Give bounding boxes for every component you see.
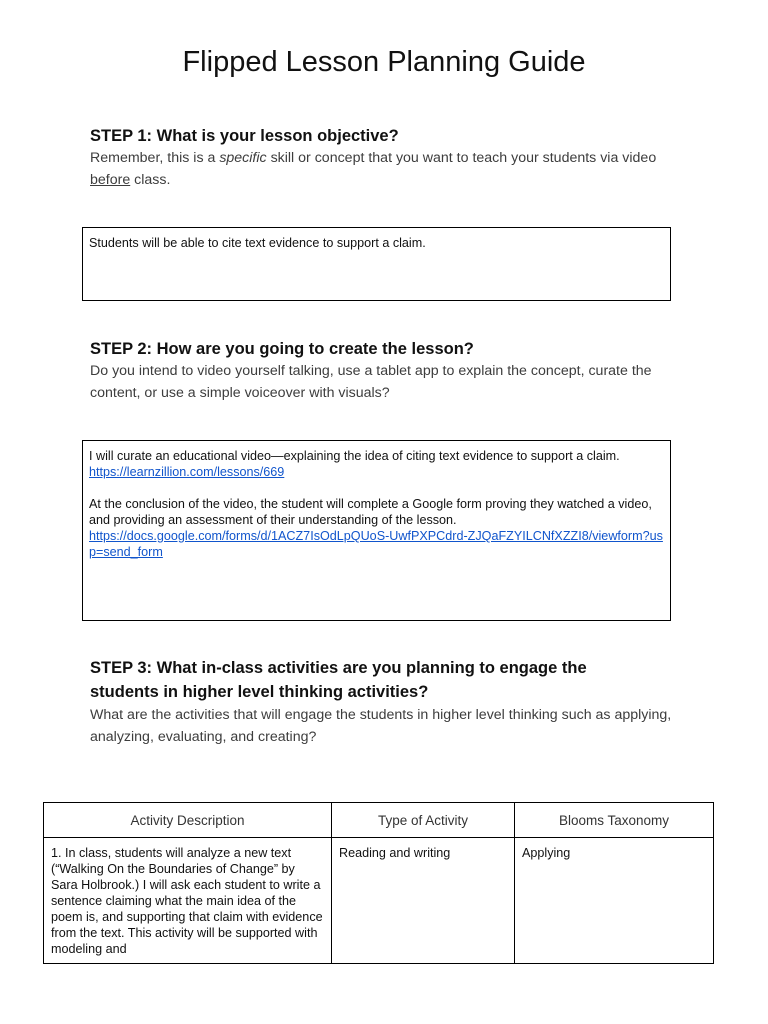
step2-answer-box[interactable] xyxy=(82,440,671,621)
step2-paragraph-1 xyxy=(89,448,664,480)
step1-desc-text-c: class. xyxy=(130,171,171,188)
step1-heading: STEP 1: What is your lesson objective? xyxy=(90,127,399,145)
header-blooms-taxonomy: Blooms Taxonomy xyxy=(515,803,714,838)
step1-desc-text-b: skill or concept that you want to teach your students via video xyxy=(266,150,657,166)
activity-description-text: 1. In class, students will analyze a new text (“Walking On the Boundaries of Change” by Sara Holbrook.) I will ask each student to write a sentence claiming what the main idea of the poem is, and supporting that claim with evidence from the text. This activity will be supported with modeling and xyxy=(51,846,323,956)
step2-para2-text: At the conclusion of the video, the student will complete a Google form proving they watched a video, and providing an assessment of their understanding of the lesson. xyxy=(89,497,652,527)
step2-para1-text: I will curate an educational video—explaining the idea of citing text evidence to support a claim. xyxy=(89,449,620,463)
learnzillion-link[interactable]: https://learnzillion.com/lessons/669 xyxy=(89,465,285,479)
step1-desc-text-a: Remember, this is a xyxy=(90,150,220,166)
step2-paragraph-2 xyxy=(89,496,664,560)
step3-description: What are the activities that will engage the students in higher level thinking such as applying, analyzing, evaluating, and creating? xyxy=(90,707,672,745)
step1-answer-box[interactable] xyxy=(82,227,671,301)
activities-table xyxy=(43,802,714,964)
step1-description xyxy=(90,148,680,191)
page-title: Flipped Lesson Planning Guide xyxy=(182,46,586,78)
step3-heading-line2: students in higher level thinking activities? xyxy=(90,683,429,701)
step1-answer-text: Students will be able to cite text evidence to support a claim. xyxy=(89,236,426,250)
activity-description-cell[interactable] xyxy=(44,838,332,964)
header-activity-description: Activity Description xyxy=(44,803,332,838)
step1-desc-emphasis: specific xyxy=(219,150,267,166)
step2-heading: STEP 2: How are you going to create the lesson? xyxy=(90,340,474,358)
header-type-of-activity: Type of Activity xyxy=(332,803,515,838)
step1-desc-underline: before xyxy=(90,171,131,188)
step3-heading xyxy=(90,656,587,704)
blooms-taxonomy-text: Applying xyxy=(522,846,571,860)
step2-description: Do you intend to video yourself talking, use a tablet app to explain the concept, curate the content, or use a simple voiceover with visuals? xyxy=(90,363,652,401)
blooms-taxonomy-cell[interactable] xyxy=(515,838,714,964)
activity-type-text: Reading and writing xyxy=(339,846,451,860)
google-form-link[interactable]: https://docs.google.com/forms/d/1ACZ7IsOdLpQUoS-UwfPXPCdrd-ZJQaFZYILCNfXZZI8/viewform?usp=send_form xyxy=(89,529,663,559)
step3-heading-line1: STEP 3: What in-class activities are you planning to engage the xyxy=(90,659,587,677)
table-row xyxy=(44,838,714,964)
table-header-row xyxy=(44,803,714,838)
activity-type-cell[interactable] xyxy=(332,838,515,964)
